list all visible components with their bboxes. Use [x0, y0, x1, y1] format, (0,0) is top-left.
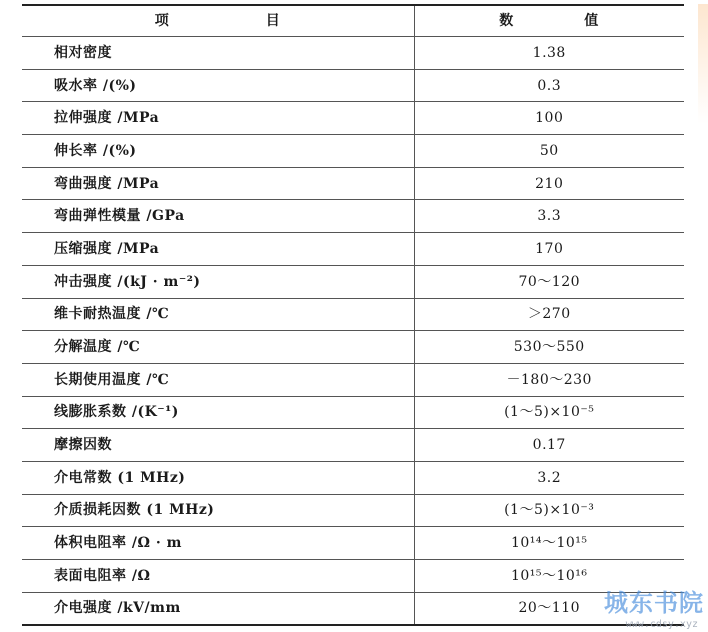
property-value: 530～550: [414, 331, 684, 364]
table-row: [22, 429, 684, 462]
property-value: 210: [414, 167, 684, 200]
table-row: [22, 363, 684, 396]
watermark-logo: 城东书院: [604, 589, 704, 617]
table-row: [22, 560, 684, 593]
property-value: 3.3: [414, 200, 684, 233]
header-item: 项 目: [22, 6, 414, 37]
property-value: 3.2: [414, 461, 684, 494]
property-value: 0.3: [414, 69, 684, 102]
table-row: [22, 102, 684, 135]
property-name: 体积电阻率 /Ω · m: [22, 527, 414, 560]
property-value: 70～120: [414, 265, 684, 298]
property-value: ＞270: [414, 298, 684, 331]
property-value: 10¹⁴～10¹⁵: [414, 527, 684, 560]
table-header-row: [22, 6, 684, 37]
table-row: [22, 461, 684, 494]
table-row: [22, 298, 684, 331]
property-value: －180～230: [414, 363, 684, 396]
property-name: 摩擦因数: [22, 429, 414, 462]
watermark-url: www.cdsy.xyz: [625, 619, 698, 630]
scan-edge-tint: [698, 4, 708, 124]
property-value: 1.38: [414, 37, 684, 70]
property-value: (1～5)×10⁻³: [414, 494, 684, 527]
property-name: 相对密度: [22, 37, 414, 70]
property-name: 伸长率 /(%): [22, 135, 414, 168]
table-row: [22, 265, 684, 298]
property-name: 弯曲弹性模量 /GPa: [22, 200, 414, 233]
property-value: (1～5)×10⁻⁵: [414, 396, 684, 429]
property-value: 100: [414, 102, 684, 135]
property-name: 吸水率 /(%): [22, 69, 414, 102]
property-value: 0.17: [414, 429, 684, 462]
property-name: 表面电阻率 /Ω: [22, 560, 414, 593]
table-row: [22, 494, 684, 527]
property-name: 维卡耐热温度 /℃: [22, 298, 414, 331]
property-value: 20～110: [414, 592, 684, 624]
property-name: 介质损耗因数 (1 MHz): [22, 494, 414, 527]
property-name: 线膨胀系数 /(K⁻¹): [22, 396, 414, 429]
property-name: 介电强度 /kV/mm: [54, 600, 181, 617]
properties-table: [22, 6, 684, 624]
property-name: 长期使用温度 /℃: [22, 363, 414, 396]
header-value: 数 值: [414, 6, 684, 37]
table-row: [22, 135, 684, 168]
table-row: [22, 527, 684, 560]
property-name: 弯曲强度 /MPa: [22, 167, 414, 200]
table-row: [22, 37, 684, 70]
property-value: 170: [414, 233, 684, 266]
table-row: [22, 200, 684, 233]
properties-table-container: [22, 4, 684, 626]
table-row: [22, 331, 684, 364]
table-row: [22, 233, 684, 266]
property-name: 分解温度 /℃: [22, 331, 414, 364]
property-name: 拉伸强度 /MPa: [22, 102, 414, 135]
property-value: 50: [414, 135, 684, 168]
property-name: 冲击强度 /(kJ · m⁻²): [22, 265, 414, 298]
table-row: [22, 592, 684, 624]
table-row: [22, 396, 684, 429]
property-name: 压缩强度 /MPa: [22, 233, 414, 266]
table-row: [22, 167, 684, 200]
property-name: 介电常数 (1 MHz): [22, 461, 414, 494]
property-value: 10¹⁵～10¹⁶: [414, 560, 684, 593]
table-row: [22, 69, 684, 102]
